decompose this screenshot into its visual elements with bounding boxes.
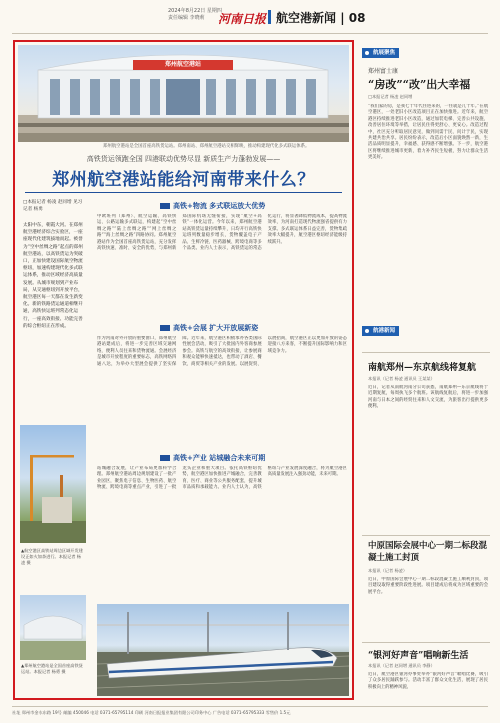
story1-byline: □本报记者 杨凌 赵同增 [368, 94, 413, 99]
page-header [0, 0, 500, 40]
hero-photo [18, 45, 349, 142]
header-meta [168, 8, 222, 22]
section-marker [160, 325, 170, 331]
station-aerial-photo [20, 595, 86, 660]
story4-byline: 本报讯（记者 赵同增 通讯员 李静） [368, 663, 435, 668]
train-illustration [97, 604, 349, 696]
story-divider [362, 642, 490, 643]
section-heading-2: 高铁+会展 扩大开放展新姿 [160, 323, 258, 333]
story4-headline: “银河好声音”唱响新生活 [368, 651, 469, 661]
aerial-illustration [20, 595, 86, 660]
section-heading-3: 高铁+产业 站城融合未来可期 [160, 453, 265, 463]
main-article [13, 40, 354, 700]
article-lead: 太阳中东，朝霞大河。在郑州航空港经济综合实验区，一座座现代化建筑拔地而起。被誉为“空中丝绸之路”起点的郑州航空港站，以高铁货运为突破口，正加快建设国际航空物流枢纽，加速构建现代化多式联运体系，推动区域经济高质量发展。从城市规划到产业布局，从交通枢纽到开放平台，航空港区每一天都在发生新变化。新的铁路货运通道相继开通，高铁快运班列常态化运行，一座高效衔接、功能完善的综合枢纽正在形成。 [23, 223, 83, 329]
story-divider [362, 352, 490, 353]
story3-body: 近日，中原国际会展中心一期二标段混凝土施工顺利封顶，项目建设取得重要阶段性进展。项目建成后将成为区域重要的会展平台。 [368, 577, 488, 595]
tag-dot-icon [365, 329, 369, 333]
construction-photo [20, 425, 86, 543]
section-name: 航空港新闻 [276, 11, 337, 25]
story3-headline: 中原国际会展中心一期二标段混凝土施工封顶 [368, 541, 488, 563]
article-headline: 郑州航空港站能给河南带来什么？ [52, 170, 315, 190]
page-footer: 社址 郑州市金水东路 19号 邮编 450046 电话 0371-65795114 印刷 河南日报报业集团有限公司印务中心 广告电话 0371-65795333 零售价 1.5元 [12, 706, 488, 716]
section-body-1: 中欧班列（郑州）、航空运输、高铁快运、公路运输多式联运，构建起“空中丝绸之路”“陆上丝绸之路”“网上丝绸之路”“海上丝绸之路”四路协同。郑州航空港站作为全国首座高铁货运站，充分发挥高铁快速、准时、安全的优势，与郑州新郑国际机场无缝衔接，实现“航空+高铁”一体化运营。今年以来，郑州航空港站高铁货运量持续攀升，日均开行高铁快运班列数量稳步增长，货物覆盖电子产品、生鲜冷链、医药器械、跨境电商等多个品类。业内人士表示，高铁货运的常态化运行，将显著降低物流成本，提高物流效率，为河南打造现代物流强省提供有力支撑。多式联运体系日益完善，货物集疏效率大幅提升，航空港区枢纽经济能级持续跃升。 [97, 214, 347, 252]
construction-photo-caption: ▲航空港区高铁站周边区域开发建设正如火如荼进行。本报记者 杨凌 摄 [21, 548, 83, 565]
story2-body: 近日，记者从南航河南分公司获悉，南航郑州—东京航线将于近期复航，每周执飞多个航班。该航线复航后，将进一步加强河南与日本之间的经贸往来和人文交流，为旅客出行提供更多便利。 [368, 385, 488, 410]
right-column [362, 40, 490, 705]
crane-illustration [20, 425, 86, 543]
story2-byline: 本报讯（记者 杨凌 通讯员 王某某） [368, 376, 435, 381]
article-byline: □本报记者 杨凌 赵同增 见习记者 杨勇 [23, 200, 83, 212]
section-body-3: 站城融合发展，让产业布局更加科学合理。郑州航空港站周边规划建设了一批产业园区，聚焦电子信息、生物医药、航空物流、跨境电商等重点产业，引进了一批龙头企业和重大项目。依托高铁枢纽优势，航空港区加快推进产城融合，完善教育、医疗、商业等公共服务配套，提升城市品质和承载能力。业内人士认为，高铁枢纽与产业发展深度融合，将为航空港区高质量发展注入强劲动能，未来可期。 [97, 466, 347, 491]
story-divider [362, 535, 490, 536]
headline-rule [25, 192, 342, 193]
hero-caption: 郑州航空港站是全国首座高铁货运站。郑州南站、郑州航空港站交相辉映，推动构建现代化多式联运体系。 [103, 144, 310, 149]
section-marker [160, 203, 170, 209]
header-divider [12, 33, 488, 34]
station-aerial-caption: ▲郑州航空港站是全国首座高铁货运站。本报记者 杨勇 摄 [21, 663, 83, 674]
page-number: 08 [348, 11, 366, 25]
hero-station-sign: 郑州航空港站 [164, 61, 201, 68]
story4-body: 近日，航空港区银河办事处举办“银河好声音”歌唱比赛，吸引了众多居民踊跃参与。活动丰富了群众文化生活，展现了居民积极向上的精神风貌。 [368, 672, 488, 690]
section-tag-2: 航港新闻 [362, 326, 399, 336]
section-heading-1: 高铁+物流 多式联运放大优势 [160, 201, 265, 211]
story1-body: “我们家的房，是我七十年代住进来的，一住就是几十年。”在航空港区，一处老旧小区改造项目正在加快推进。近年来，航空港区持续推进老旧小区改造，通过加装电梯、完善公共设施、改善居住环境等举措，让居民住得更舒心、更安心。改造过程中，社区充分听取居民意见，做到问需于民、问计于民，实现共建共治共享。居民纷纷表示，改造后小区面貌焕然一新，生活品质明显提升，幸福感、获得感不断增强。下一步，航空港区将继续推进城市更新，着力补齐民生短板，努力让群众生活更美好。 [368, 104, 488, 161]
section-tag-1: 航展聚焦 [362, 48, 399, 58]
section-body-2: 作为河南对外开放的重要窗口，郑州航空港站建成后，将进一步完善区域交通网络，便利人员往来和货物流通。会展经济是城市开放程度的重要标志，高铁网络四通八达，为举办大型展会提供了坚实保障。近年来，航空港区积极承办各类国际性展会活动，吸引了大批国内外客商参展参会。高铁与航空的高效衔接，让参展商和观众能够快速抵达，也带动了酒店、餐饮、商贸等相关产业的发展。以展促贸、以展招商，航空港区正以更加开放的姿态迎接八方来客，不断提升国际影响力和区域竞争力。 [97, 336, 347, 367]
story1-kicker: 郑州富士康 [368, 68, 399, 75]
newspaper-logo: 河南日报 [218, 12, 267, 26]
high-speed-train-photo [97, 604, 349, 696]
header-editor: 责任编辑 李晓莉 [168, 15, 205, 21]
tag-dot-icon [365, 51, 369, 55]
story1-headline: “房改”“改”出大幸福 [368, 78, 471, 91]
article-kicker: 高铁货运领跑全国 四港联动优势尽显 新质生产力蓬勃发展—— [86, 155, 281, 163]
header-accent-bar [268, 10, 271, 24]
story2-headline: 南航郑州—东京航线将复航 [368, 363, 477, 373]
section-marker [160, 455, 170, 461]
story3-byline: 本报讯（记者 杨凌） [368, 568, 408, 573]
page-section-title: 航空港新闻 | 08 [276, 11, 366, 25]
header-date: 2024年8月22日 星期四 [168, 8, 222, 14]
